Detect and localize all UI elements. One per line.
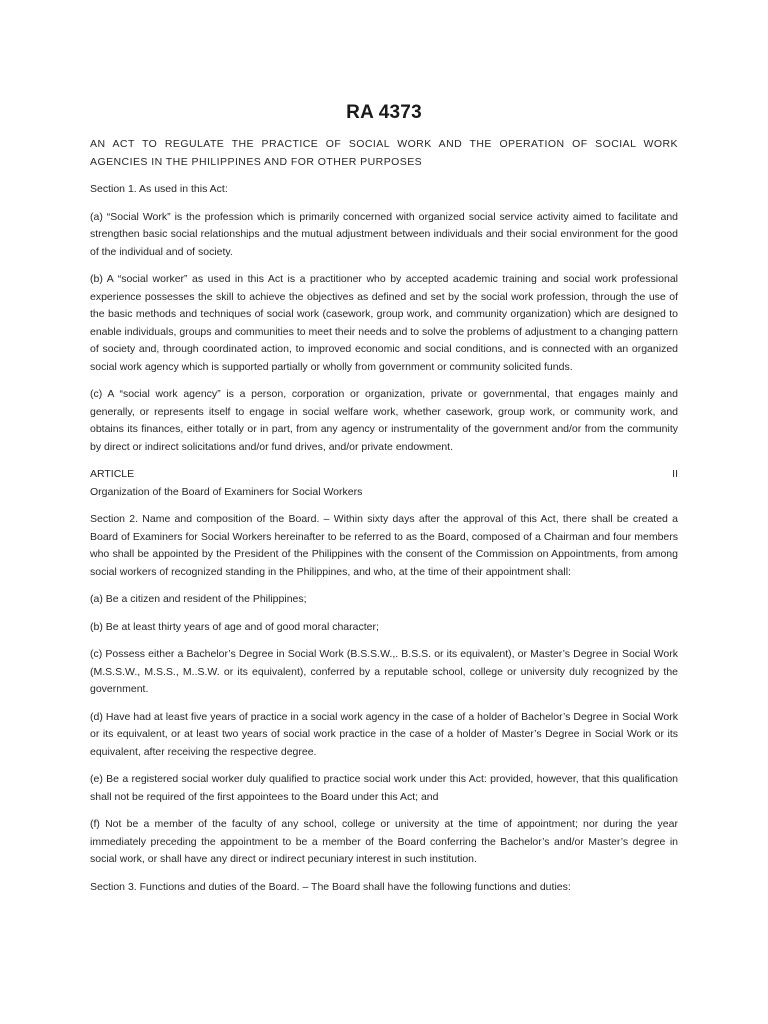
section-2-requirement-d: (d) Have had at least five years of practice in a social work agency in the case of a holder of Bachelor’s Degree in Social Work or its equivalent, or at least two years of social work practice in the case of a holder of Master’s Degree in Social Work or its equivalent, after receiving the respective degree. [90,710,678,758]
section-2-requirement-c: (c) Possess either a Bachelor’s Degree in Social Work (B.S.S.W.,. B.S.S. or its equivalent), or Master’s Degree in Social Work (M.S.S.W., M.S.S., M..S.W. or its equivalent), conferred by a reputable school, college or university duly recognized by the government. [90,648,678,695]
section-2-requirement-f: (f) Not be a member of the faculty of any school, college or university at the time of appointment; nor during the year immediately preceding the appointment to be a member of the Board conferring the Bachelor’s and/or Master’s degree in social work, or shall have any direct or indirect pecuniary interest in such institution. [90,818,678,865]
section-3-heading: Section 3. Functions and duties of the Board. – The Board shall have the following functions and duties: [90,880,571,893]
document-page [90,0,678,896]
section-1-definition-c: (c) A “social work agency” is a person, corporation or organization, private or governmental, that engages mainly and generally, or represents itself to engage in social welfare work, whether casework, group work, or community work, and obtains its finances, either totally or in part, from any agency or instrumentality of the government and/or from the community by direct or indirect solicitations and/or fund drives, and/or private endowment. [90,388,678,453]
section-2-requirement-a: (a) Be a citizen and resident of the Philippines; [90,593,307,605]
article-number: II [672,468,678,480]
section-1-definition-a: (a) “Social Work” is the profession which is primarily concerned with organized social service activity aimed to facilitate and strengthen basic social relationships and the mutual adjustment between individuals and their social environment for the good of the individual and of society. [90,210,678,258]
section-2-requirement-e: (e) Be a registered social worker duly qualified to practice social work under this Act: provided, however, that this qualification shall not be required of the first appointees to the Board under this Act; and [90,773,678,803]
section-1-definition-b: (b) A “social worker” as used in this Act is a practitioner who by accepted academic training and social work professional experience possesses the skill to achieve the objectives as defined and set by the social work profession, through the use of the basic methods and techniques of social work (casework, group work, and community organization) which are designed to enable individuals, groups and communities to meet their needs and to solve the problems of adjustment to a changing pattern of society and, through coordinated action, to improved economic and social conditions, and is connected with an organized social work agency which is supported partially or wholly from government or community solicited funds. [90,273,678,373]
act-title: AN ACT TO REGULATE THE PRACTICE OF SOCIAL WORK AND THE OPERATION OF SOCIAL WORK AGENCIES IN THE PHILIPPINES AND FOR OTHER PURPOSES [90,138,678,168]
article-heading [90,466,678,484]
section-2-requirement-b: (b) Be at least thirty years of age and of good moral character; [90,620,379,633]
document-title: RA 4373 [346,102,422,123]
section-2-heading: Section 2. Name and composition of the Board. – Within sixty days after the approval of this Act, there shall be created a Board of Examiners for Social Workers hereinafter to be referred to as the Board, composed of a Chairman and four members who shall be appointed by the President of the Philippines with the consent of the Commission on Appointments, from among social workers of recognized standing in the Philippines, and who, at the time of their appointment shall: [90,513,678,578]
section-1-heading: Section 1. As used in this Act: [90,183,228,195]
article-label: ARTICLE [90,468,135,480]
article-title: Organization of the Board of Examiners for Social Workers [90,485,363,498]
